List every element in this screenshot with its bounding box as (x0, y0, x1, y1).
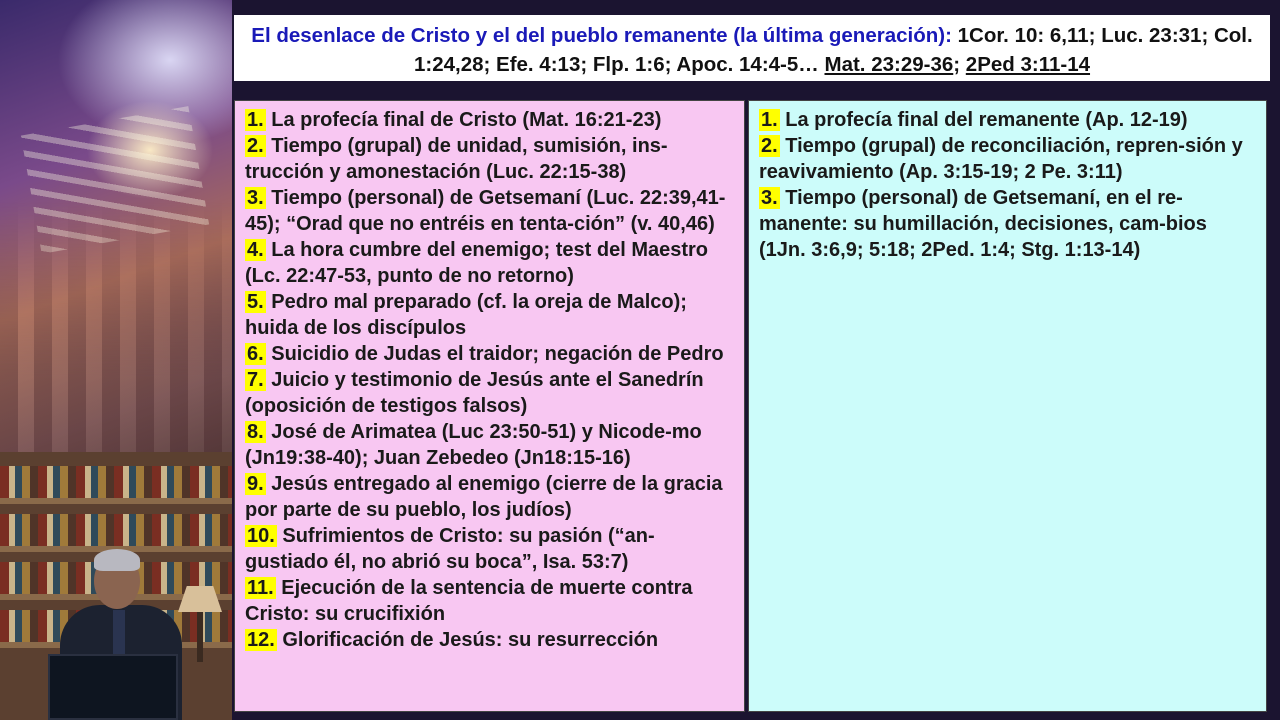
item-text: Tiempo (personal) de Getsemaní, en el re-manente: su humillación, decisiones, cam-bios (1Jn. 3:6,9; 5:18; 2Ped. 1:4; Stg. 1:13-14) (759, 187, 1207, 261)
item-number: 2. (247, 135, 264, 157)
item-number: 6. (247, 343, 264, 365)
crowd-figures (0, 202, 232, 452)
item-number: 5. (247, 291, 264, 313)
item-text: Tiempo (personal) de Getsemaní (Luc. 22:39,41-45); “Orad que no entréis en tenta-ción” (v. 40,46) (245, 187, 726, 235)
item-number: 7. (247, 369, 264, 391)
item-number: 4. (247, 239, 264, 261)
item-text: Pedro mal preparado (cf. la oreja de Malco); huida de los discípulos (245, 291, 687, 339)
item-number: 1. (761, 109, 778, 131)
list-item (245, 523, 734, 575)
item-text: Tiempo (grupal) de reconciliación, repren-sión y reavivamiento (Ap. 3:15-19; 2 Pe. 3:11) (759, 135, 1243, 183)
list-item (245, 107, 734, 133)
list-item (245, 341, 734, 367)
item-number: 8. (247, 421, 264, 443)
item-text: La profecía final de Cristo (Mat. 16:21-23) (271, 109, 662, 131)
title-reference-underlined: Mat. 23:29-36 (824, 53, 954, 76)
list-item (245, 575, 734, 627)
presenter-hair (94, 549, 140, 571)
item-text: Tiempo (grupal) de unidad, sumisión, ins-trucción y amonestación (Luc. 22:15-38) (245, 135, 668, 183)
item-text: Suicidio de Judas el traidor; negación de Pedro (271, 343, 724, 365)
list-item (245, 237, 734, 289)
item-text: Juicio y testimonio de Jesús ante el Sanedrín (oposición de testigos falsos) (245, 369, 704, 417)
list-item (245, 419, 734, 471)
lamp-stand (197, 612, 203, 662)
list-item (759, 107, 1256, 133)
list-item (245, 185, 734, 237)
list-item (245, 133, 734, 185)
item-number: 11. (247, 577, 274, 599)
list-item (245, 289, 734, 341)
item-number: 10. (247, 525, 275, 547)
list-item (759, 133, 1256, 185)
item-text: La profecía final del remanente (Ap. 12-19) (785, 109, 1188, 131)
title-references: 1Cor. 10: 6,11; Luc. 23:31; Col. 1:24,28; Efe. 4:13; Flp. 1:6; Apoc. 14:4-5… (413, 24, 1253, 76)
list-item (245, 367, 734, 419)
title-reference-underlined: 2Ped 3:11-14 (965, 53, 1091, 76)
list-item (245, 627, 734, 653)
slide-title (234, 15, 1270, 81)
item-text: Sufrimientos de Cristo: su pasión (“an-gustiado él, no abrió su boca”, Isa. 53:7) (245, 525, 655, 573)
item-number: 3. (247, 187, 264, 209)
item-text: Glorificación de Jesús: su resurrección (282, 629, 659, 651)
remnant-outcome-list (748, 100, 1267, 712)
christ-outcome-list (234, 100, 745, 712)
shelf (0, 498, 232, 504)
book-row (0, 466, 232, 498)
angel-artwork (0, 0, 232, 452)
title-reference-separator: ; (953, 53, 961, 76)
list-item (759, 185, 1256, 263)
list-item (245, 471, 734, 523)
laptop (48, 654, 178, 720)
item-number: 12. (247, 629, 275, 651)
item-text: Jesús entregado al enemigo (cierre de la gracia por parte de su pueblo, los judíos) (245, 473, 723, 521)
title-heading: El desenlace de Cristo y el del pueblo remanente (la última generación): (251, 24, 952, 47)
item-number: 2. (761, 135, 778, 157)
item-text: José de Arimatea (Luc 23:50-51) y Nicode-mo (Jn19:38-40); Juan Zebedeo (Jn18:15-16) (245, 421, 702, 469)
item-number: 9. (247, 473, 264, 495)
item-text: Ejecución de la sentencia de muerte contra Cristo: su crucifixión (245, 577, 693, 625)
book-row (0, 514, 232, 546)
item-text: La hora cumbre del enemigo; test del Maestro (Lc. 22:47-53, punto de no retorno) (245, 239, 709, 287)
item-number: 1. (247, 109, 264, 131)
item-number: 3. (761, 187, 778, 209)
